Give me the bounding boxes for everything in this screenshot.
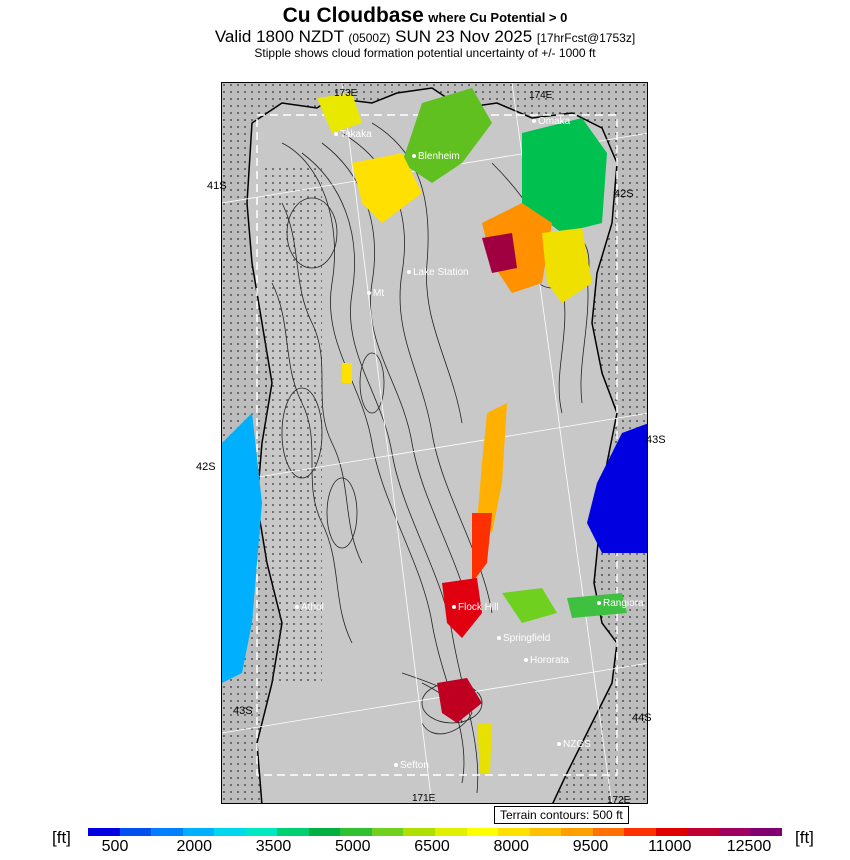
- colorbar-unit-left: [ft]: [52, 828, 71, 847]
- stipple-note: Stipple shows cloud formation potential uncertainty of +/- 1000 ft: [254, 46, 596, 60]
- colorbar-swatch: [309, 828, 341, 836]
- lat-41s: 41S: [207, 180, 227, 192]
- town-blenheim: Blenheim: [412, 151, 460, 162]
- town-athol: Athol: [295, 602, 324, 613]
- lon-174e: 174E: [529, 90, 553, 101]
- forecast-map: [221, 82, 648, 804]
- town-omaka: Omaka: [532, 116, 570, 127]
- lat-43s-right: 43S: [646, 434, 666, 446]
- colorbar-swatch: [498, 828, 530, 836]
- lon-173e: 173E: [334, 88, 358, 99]
- colorbar-swatch: [340, 828, 372, 836]
- colorbar-swatch: [435, 828, 467, 836]
- town-mt: Mt: [367, 288, 384, 299]
- colorbar-swatch: [120, 828, 152, 836]
- colorbar-tick-label: 12500: [726, 838, 772, 855]
- colorbar-swatch: [151, 828, 183, 836]
- colorbar: [88, 828, 782, 836]
- lat-44s: 44S: [632, 712, 652, 724]
- colorbar-swatch: [561, 828, 593, 836]
- colorbar-tick-label: 5000: [334, 838, 371, 855]
- title-main: Cu Cloudbase: [282, 4, 424, 27]
- lat-42s: 42S: [196, 461, 216, 473]
- colorbar-tick-label: 3500: [255, 838, 292, 855]
- colorbar-swatch: [593, 828, 625, 836]
- colorbar-swatch: [183, 828, 215, 836]
- colorbar-tick-label: 9500: [572, 838, 609, 855]
- colorbar-swatch: [656, 828, 688, 836]
- colorbar-tick-label: 6500: [414, 838, 450, 855]
- colorbar-swatch: [403, 828, 435, 836]
- lat-43s: 43S: [233, 705, 253, 717]
- town-takaka: Takaka: [334, 129, 372, 140]
- colorbar-tick-label: 500: [101, 838, 129, 855]
- town-lake-station: Lake Station: [407, 267, 469, 278]
- lon-172e: 172E: [607, 795, 631, 804]
- town-sefton: Sefton: [394, 760, 429, 771]
- colorbar-swatch: [214, 828, 246, 836]
- lon-171e: 171E: [412, 793, 436, 804]
- colorbar-unit-right: [ft]: [795, 828, 814, 847]
- colorbar-swatch: [687, 828, 719, 836]
- valid-date: SUN 23 Nov 2025: [395, 27, 533, 46]
- town-flock-hill: Flock Hill: [452, 602, 499, 613]
- colorbar-swatch: [624, 828, 656, 836]
- colorbar-tick-label: 11000: [648, 838, 692, 855]
- map-graphic: [222, 83, 648, 804]
- colorbar-swatch: [372, 828, 404, 836]
- colorbar-ticks: [88, 838, 782, 858]
- title-sub: where Cu Potential > 0: [428, 10, 568, 25]
- colorbar-tick-label: 8000: [493, 838, 530, 855]
- town-rangiora: Rangiora: [597, 598, 644, 609]
- colorbar-swatch: [719, 828, 751, 836]
- colorbar-swatch: [246, 828, 278, 836]
- colorbar-swatch: [530, 828, 562, 836]
- colorbar-swatch: [88, 828, 120, 836]
- town-hororata: Hororata: [524, 655, 569, 666]
- terrain-contours-note: Terrain contours: 500 ft: [494, 806, 629, 824]
- colorbar-swatch: [750, 828, 782, 836]
- valid-utc: (0500Z): [348, 31, 391, 45]
- valid-time: Valid 1800 NZDT: [214, 27, 344, 46]
- town-springfield: Springfield: [497, 633, 550, 644]
- town-nzgs: NZGS: [557, 739, 591, 750]
- forecast-info: [17hrFcst@1753z]: [536, 31, 636, 45]
- colorbar-swatch: [277, 828, 309, 836]
- colorbar-tick-label: 2000: [176, 838, 213, 855]
- colorbar-swatch: [467, 828, 499, 836]
- lat-42s-right: 42S: [614, 188, 634, 200]
